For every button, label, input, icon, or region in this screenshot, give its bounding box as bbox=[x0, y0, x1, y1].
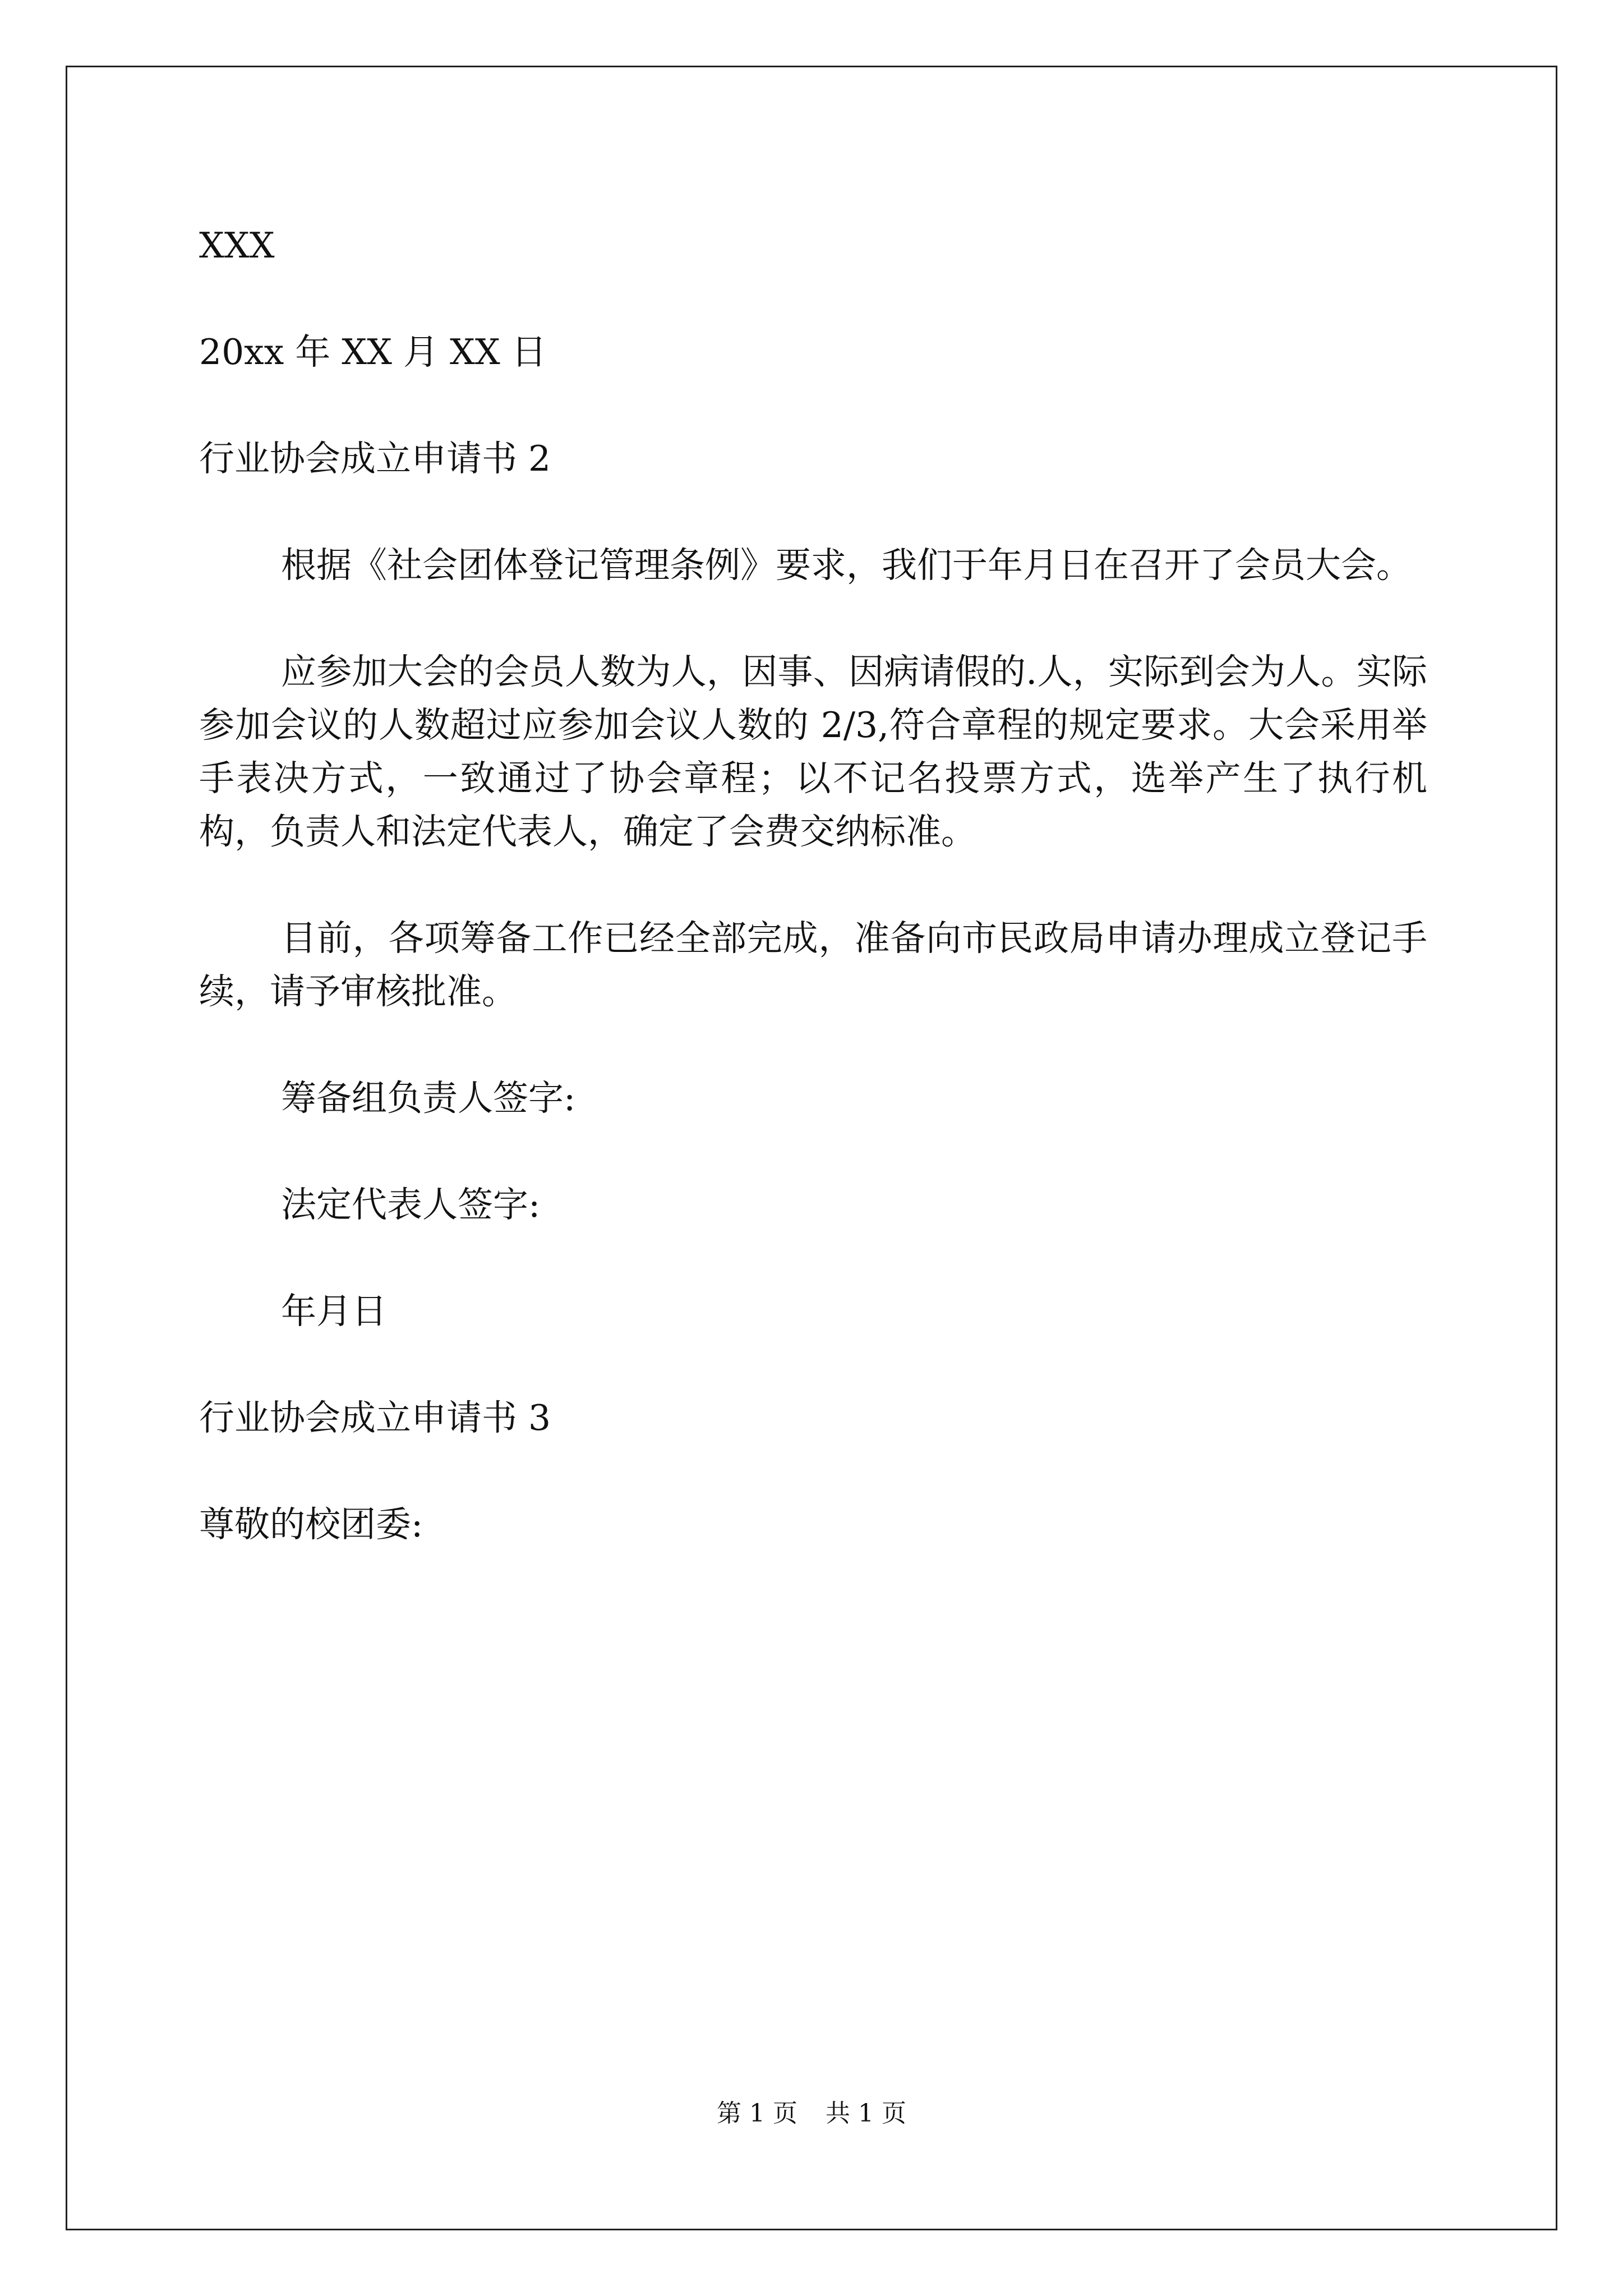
paragraph-1: 根据《社会团体登记管理条例》要求，我们于年月日在召开了会员大会。 bbox=[281, 545, 1412, 586]
date-blank-line: 年月日 bbox=[281, 1291, 387, 1332]
signature-name: XXX bbox=[199, 225, 275, 266]
page-total: 共 1 页 bbox=[826, 2099, 906, 2128]
preparer-signature-line: 筹备组负责人签字: bbox=[281, 1078, 576, 1119]
page-footer bbox=[0, 2097, 1623, 2131]
document-body bbox=[199, 219, 1427, 1551]
section-title-3: 行业协会成立申请书 3 bbox=[199, 1397, 551, 1438]
paragraph-3: 目前，各项筹备工作已经全部完成，准备向市民政局申请办理成立登记手续，请予审核批准。 bbox=[199, 918, 1427, 1012]
page-number: 第 1 页 bbox=[717, 2099, 797, 2128]
signature-date: 20xx 年 XX 月 XX 日 bbox=[199, 332, 547, 372]
paragraph-2: 应参加大会的会员人数为人，因事、因病请假的.人，实际到会为人。实际参加会议的人数超过应参加会议人数的 2/3,符合章程的规定要求。大会采用举手表决方式，一致通过了协会章程；以不记名投票方式，选举产生了执行机构，负责人和法定代表人，确定了会费交纳标准。 bbox=[199, 651, 1427, 852]
section-title-2: 行业协会成立申请书 2 bbox=[199, 438, 551, 479]
legal-rep-signature-line: 法定代表人签字: bbox=[281, 1184, 541, 1225]
salutation: 尊敬的校团委: bbox=[199, 1504, 423, 1545]
